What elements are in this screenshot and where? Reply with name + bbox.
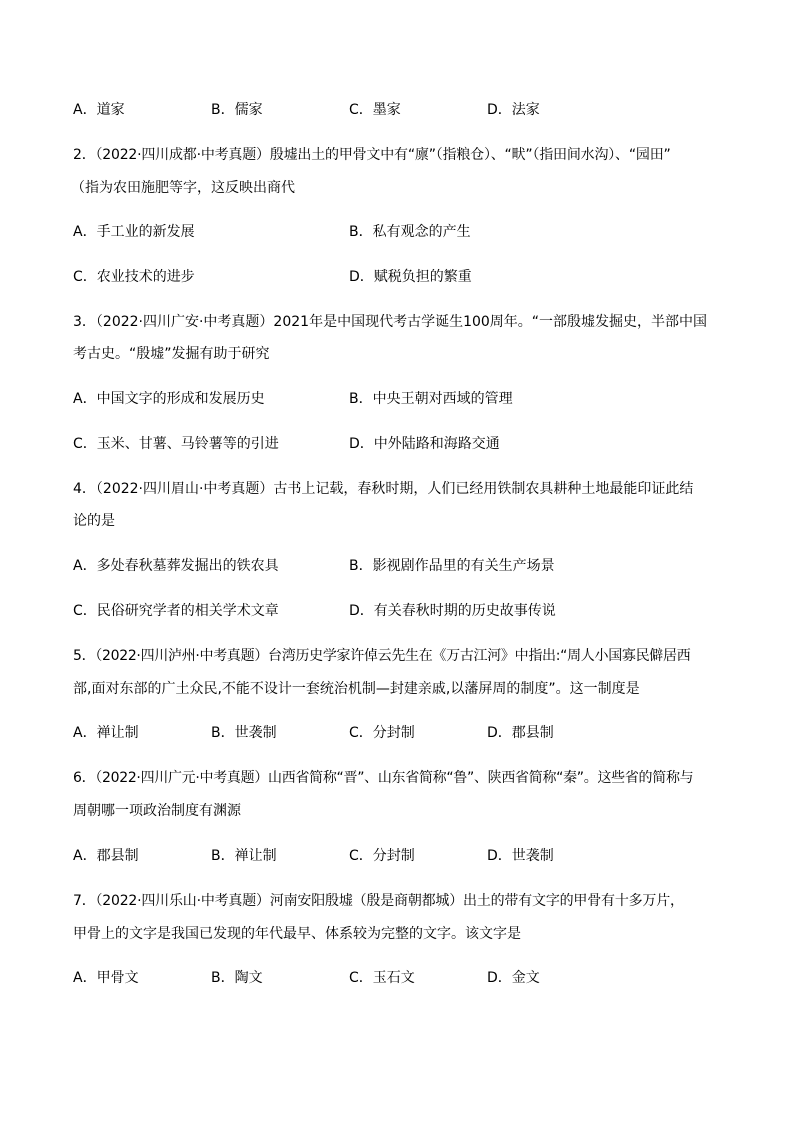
q5-stem-line1: 5．（2022·四川泸州·中考真题）台湾历史学家许倬云先生在《万古江河》中指出:“周人小国寡民僻居西	[73, 648, 691, 664]
q6-stem-line2: 周朝哪一项政治制度有渊源	[73, 803, 241, 819]
q3-option-c: C．玉米、甘薯、马铃薯等的引进	[73, 436, 279, 452]
q5-option-c: C．分封制	[349, 725, 415, 741]
q1-option-a: A．道家	[73, 102, 125, 118]
q6-option-c: C．分封制	[349, 848, 415, 864]
q1-option-b: B．儒家	[211, 102, 263, 118]
q3-stem-line2: 考古史。“殷墟”发掘有助于研究	[73, 346, 270, 362]
q7-option-b: B．陶文	[211, 970, 263, 986]
q3-option-b: B．中央王朝对西域的管理	[349, 391, 513, 407]
q2-option-c: C．农业技术的进步	[73, 269, 195, 285]
q6-option-a: A．郡县制	[73, 848, 139, 864]
q4-option-a: A．多处春秋墓葬发掘出的铁农具	[73, 558, 279, 574]
q3-option-d: D．中外陆路和海路交通	[349, 436, 500, 452]
q4-stem-line1: 4．（2022·四川眉山·中考真题）古书上记载，春秋时期，人们已经用铁制农具耕种土地最能印证此结	[73, 481, 694, 497]
q7-option-c: C．玉石文	[349, 970, 415, 986]
q1-option-c: C．墨家	[349, 102, 401, 118]
q6-option-d: D．世袭制	[487, 848, 554, 864]
q6-stem-line1: 6．（2022·四川广元·中考真题）山西省简称“晋”、山东省简称“鲁”、陕西省简称“秦”。这些省的简称与	[73, 770, 694, 786]
q2-option-a: A．手工业的新发展	[73, 224, 195, 240]
q7-stem-line1: 7．（2022·四川乐山·中考真题）河南安阳殷墟（殷是商朝都城）出土的带有文字的甲骨有十多万片，	[73, 893, 684, 909]
q1-option-d: D．法家	[487, 102, 540, 118]
q2-option-d: D．赋税负担的繁重	[349, 269, 472, 285]
q2-stem-line2: （指为农田施肥等字，这反映出商代	[71, 180, 295, 196]
q5-option-b: B．世袭制	[211, 725, 277, 741]
q7-stem-line2: 甲骨上的文字是我国已发现的年代最早、体系较为完整的文字。该文字是	[73, 926, 521, 942]
q4-option-b: B．影视剧作品里的有关生产场景	[349, 558, 555, 574]
q7-option-a: A．甲骨文	[73, 970, 139, 986]
q3-stem-line1: 3．（2022·四川广安·中考真题）2021年是中国现代考古学诞生100周年。“一部殷墟发掘史，半部中国	[73, 314, 708, 330]
q2-stem-line1: 2．（2022·四川成都·中考真题）殷墟出土的甲骨文中有“廪”（指粮仓）、“畎”（指田间水沟）、“园田”	[73, 147, 671, 163]
q4-stem-line2: 论的是	[73, 513, 115, 529]
q5-option-a: A．禅让制	[73, 725, 139, 741]
q5-option-d: D．郡县制	[487, 725, 554, 741]
q3-option-a: A．中国文字的形成和发展历史	[73, 391, 265, 407]
q5-stem-line2: 部,面对东部的广土众民,不能不设计一套统治机制—封建亲戚,以藩屏周的制度”。这一制度是	[73, 681, 640, 697]
q2-option-b: B．私有观念的产生	[349, 224, 471, 240]
q4-option-c: C．民俗研究学者的相关学术文章	[73, 603, 279, 619]
q6-option-b: B．禅让制	[211, 848, 277, 864]
q4-option-d: D．有关春秋时期的历史故事传说	[349, 603, 556, 619]
q7-option-d: D．金文	[487, 970, 540, 986]
